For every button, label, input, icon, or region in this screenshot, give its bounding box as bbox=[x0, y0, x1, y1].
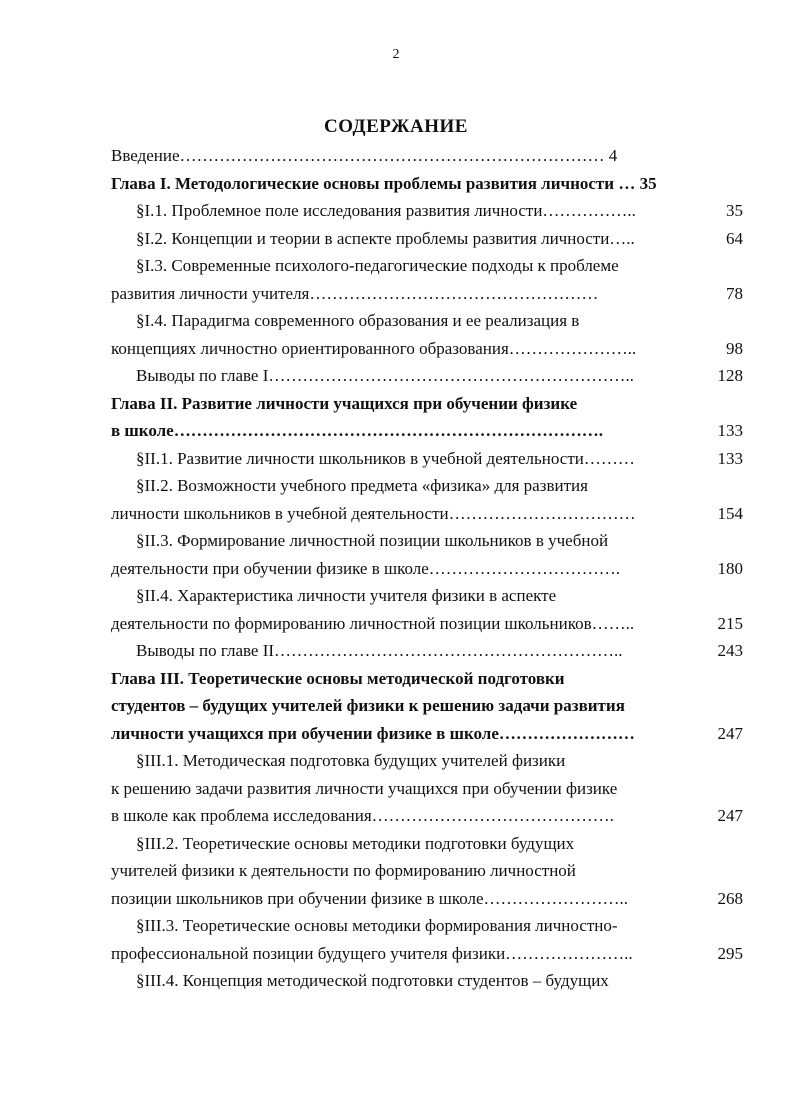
toc-entry-page: 35 bbox=[726, 201, 743, 220]
toc-entry-text: §I.3. Современные психолого-педагогические подходы к проблеме bbox=[136, 256, 619, 275]
toc-entry-text: §III.1. Методическая подготовка будущих учителей физики bbox=[136, 751, 566, 770]
toc-entry-text: §I.1. Проблемное поле исследования развития личности…………….. bbox=[136, 201, 636, 220]
toc-entry-text: личности учащихся при обучении физике в школе…………………… bbox=[111, 723, 635, 743]
toc-entry-text: Выводы по главе II…………………………………………………….. bbox=[136, 641, 623, 660]
toc-entry-conclusions-2[interactable] bbox=[111, 637, 743, 665]
toc-entry-page: 243 bbox=[717, 641, 743, 660]
toc-entry-introduction[interactable] bbox=[111, 142, 743, 170]
toc-entry-text: личности школьников в учебной деятельности…………………………… bbox=[111, 503, 636, 523]
toc-entry-chapter-1[interactable] bbox=[111, 170, 743, 198]
toc-entry-section-1-1[interactable] bbox=[111, 197, 743, 225]
toc-entry-page: 128 bbox=[717, 366, 743, 385]
toc-entry-page: 98 bbox=[726, 338, 743, 358]
toc-entry-chapter-2-cont[interactable] bbox=[111, 417, 743, 445]
toc-entry-section-1-3-cont[interactable] bbox=[111, 280, 743, 308]
toc-entry-text: развития личности учителя…………………………………………… bbox=[111, 283, 599, 303]
toc-entry-text: §II.1. Развитие личности школьников в учебной деятельности……… bbox=[136, 448, 635, 468]
toc-entry-page: 215 bbox=[717, 613, 743, 633]
toc-entry-text: §III.4. Концепция методической подготовки студентов – будущих bbox=[136, 971, 609, 990]
toc-entry-text: Глава II. Развитие личности учащихся при обучении физике bbox=[111, 393, 578, 413]
table-of-contents bbox=[111, 142, 743, 995]
toc-entry-chapter-3[interactable] bbox=[111, 665, 743, 693]
toc-entry-section-1-2[interactable] bbox=[111, 225, 743, 253]
page-number: 2 bbox=[392, 47, 400, 62]
toc-entry-text: деятельности при обучении физике в школе……………………………. bbox=[111, 558, 621, 578]
toc-entry-page: 154 bbox=[717, 503, 743, 523]
toc-entry-text: Введение………………………………………………………………… 4 bbox=[111, 146, 618, 165]
toc-entry-section-1-3[interactable] bbox=[111, 252, 743, 280]
toc-entry-section-3-1-cont-2[interactable] bbox=[111, 802, 743, 830]
toc-entry-text: §III.3. Теоретические основы методики формирования личностно- bbox=[136, 916, 618, 935]
toc-entry-section-3-1[interactable] bbox=[111, 747, 743, 775]
toc-entry-section-2-2[interactable] bbox=[111, 472, 743, 500]
toc-entry-text: концепциях личностно ориентированного образования………………….. bbox=[111, 338, 637, 358]
toc-entry-text: §III.2. Теоретические основы методики подготовки будущих bbox=[136, 833, 575, 853]
toc-entry-text: §II.2. Возможности учебного предмета «физика» для развития bbox=[136, 476, 588, 495]
toc-entry-text: §II.3. Формирование личностной позиции школьников в учебной bbox=[136, 531, 609, 550]
toc-entry-section-1-4[interactable] bbox=[111, 307, 743, 335]
toc-entry-chapter-3-cont-1[interactable] bbox=[111, 692, 743, 720]
toc-entry-section-3-4[interactable] bbox=[111, 967, 743, 995]
toc-entry-section-2-1[interactable] bbox=[111, 445, 743, 473]
toc-entry-page: 180 bbox=[717, 558, 743, 578]
toc-entry-page: 295 bbox=[717, 943, 743, 963]
toc-entry-text: в школе…………………………………………………………………. bbox=[111, 421, 603, 440]
toc-entry-text: §II.4. Характеристика личности учителя физики в аспекте bbox=[136, 586, 557, 605]
toc-entry-chapter-2[interactable] bbox=[111, 390, 743, 418]
toc-entry-section-2-4-cont[interactable] bbox=[111, 610, 743, 638]
toc-title: СОДЕРЖАНИЕ bbox=[324, 116, 468, 137]
toc-entry-page: 247 bbox=[717, 723, 743, 743]
toc-entry-text: деятельности по формированию личностной позиции школьников…….. bbox=[111, 613, 635, 633]
toc-entry-page: 64 bbox=[726, 228, 743, 248]
toc-entry-section-3-3-cont[interactable] bbox=[111, 940, 743, 968]
toc-entry-text: к решению задачи развития личности учащихся при обучении физике bbox=[111, 778, 618, 798]
toc-entry-section-2-3-cont[interactable] bbox=[111, 555, 743, 583]
toc-entry-text: §I.2. Концепции и теории в аспекте проблемы развития личности….. bbox=[136, 228, 635, 248]
toc-entry-text: позиции школьников при обучении физике в школе…………………….. bbox=[111, 888, 629, 908]
toc-entry-section-3-3[interactable] bbox=[111, 912, 743, 940]
toc-entry-section-1-4-cont[interactable] bbox=[111, 335, 743, 363]
toc-entry-section-3-2-cont-2[interactable] bbox=[111, 885, 743, 913]
toc-entry-text: учителей физики к деятельности по формированию личностной bbox=[111, 861, 576, 880]
toc-entry-section-3-2-cont-1[interactable] bbox=[111, 857, 743, 885]
toc-entry-text: в школе как проблема исследования……………………………………. bbox=[111, 806, 614, 825]
toc-entry-section-2-4[interactable] bbox=[111, 582, 743, 610]
toc-entry-text: профессиональной позиции будущего учителя физики………………….. bbox=[111, 943, 633, 963]
toc-entry-text: Глава I. Методологические основы проблемы развития личности … 35 bbox=[111, 173, 657, 193]
toc-entry-text: студентов – будущих учителей физики к решению задачи развития bbox=[111, 696, 625, 715]
toc-entry-page: 268 bbox=[717, 888, 743, 908]
toc-entry-section-2-2-cont[interactable] bbox=[111, 500, 743, 528]
toc-entry-page: 133 bbox=[717, 421, 743, 440]
toc-entry-text: Выводы по главе I……………………………………………………….. bbox=[136, 366, 634, 385]
toc-entry-text: Глава III. Теоретические основы методической подготовки bbox=[111, 668, 565, 688]
toc-entry-section-3-2[interactable] bbox=[111, 830, 743, 858]
toc-entry-page: 133 bbox=[717, 448, 743, 468]
toc-entry-chapter-3-cont-2[interactable] bbox=[111, 720, 743, 748]
toc-entry-page: 78 bbox=[726, 283, 743, 303]
toc-entry-section-3-1-cont-1[interactable] bbox=[111, 775, 743, 803]
toc-entry-text: §I.4. Парадигма современного образования и ее реализация в bbox=[136, 311, 580, 330]
toc-entry-conclusions-1[interactable] bbox=[111, 362, 743, 390]
toc-entry-page: 247 bbox=[717, 806, 743, 825]
toc-entry-section-2-3[interactable] bbox=[111, 527, 743, 555]
